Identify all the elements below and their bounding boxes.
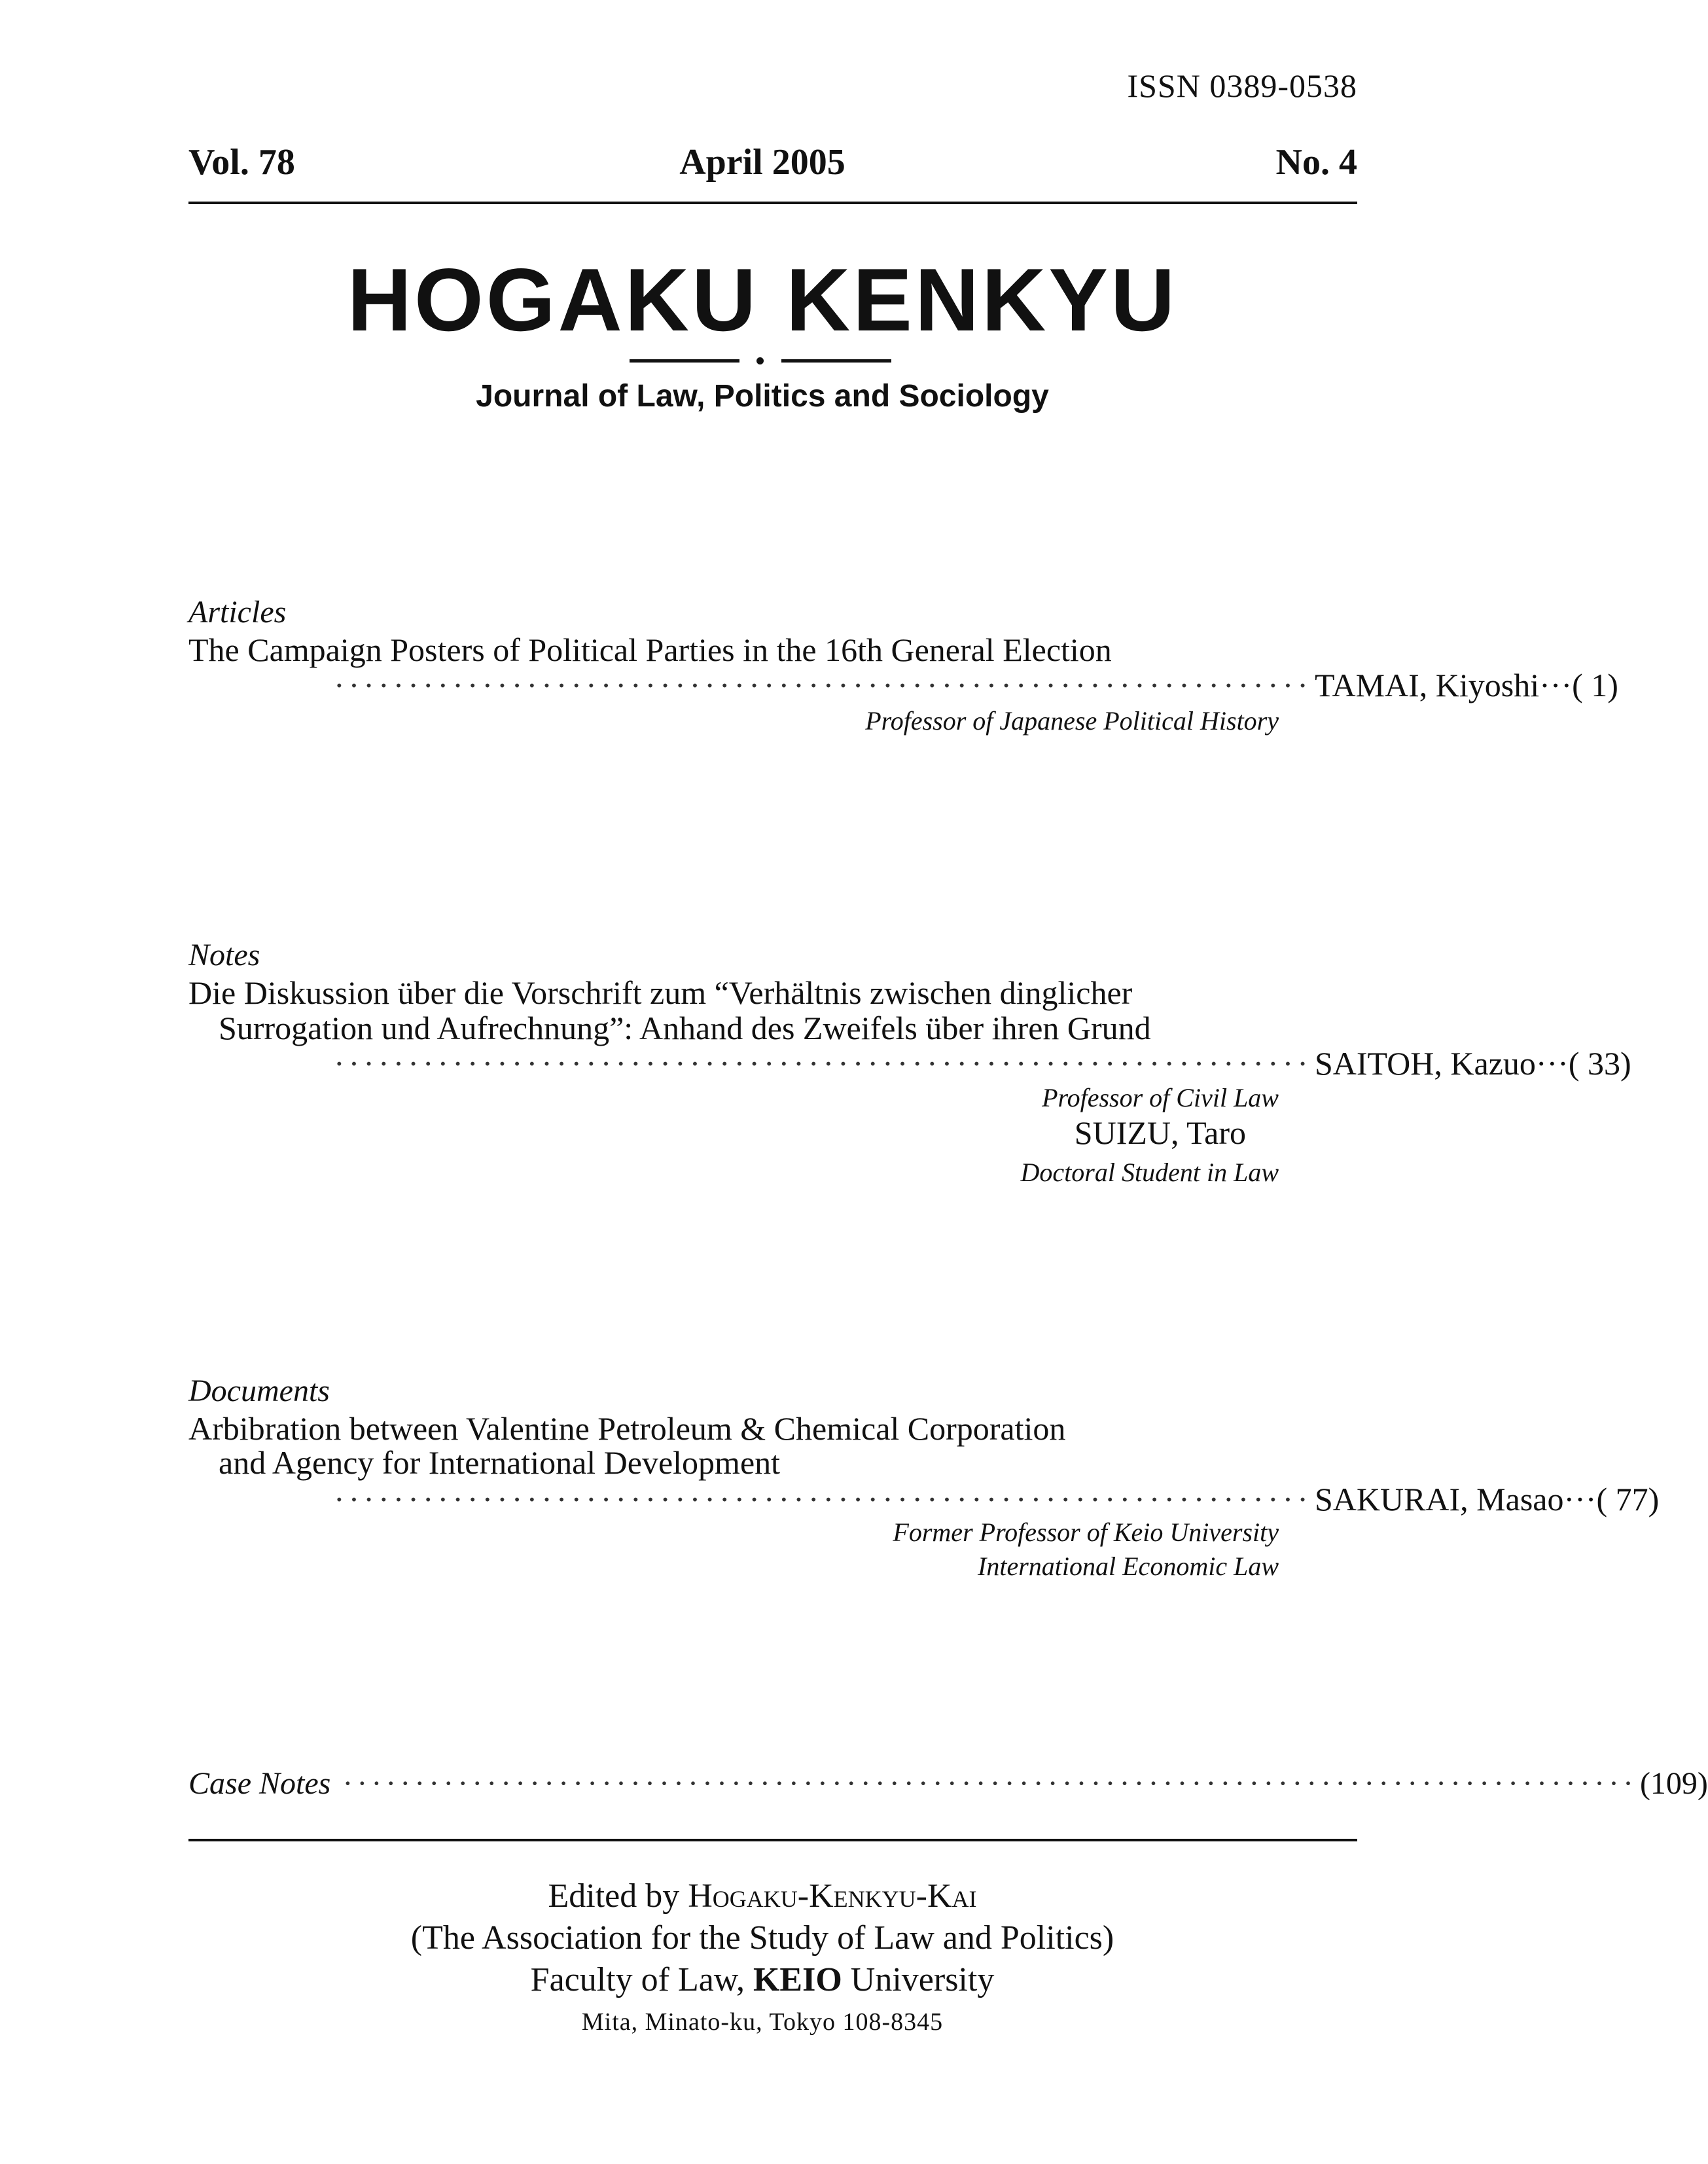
documents-title-line-2: and Agency for International Development: [219, 1444, 781, 1481]
university-name: KEIO: [753, 1961, 842, 1998]
article-page: ( 1): [1572, 667, 1618, 703]
top-rule: [188, 202, 1357, 204]
notes-coauthor: SUIZU, Taro: [1074, 1114, 1246, 1151]
volume: Vol. 78: [188, 142, 295, 183]
issue-number: No. 4: [1275, 142, 1357, 183]
documents-affiliation-line-1: Former Professor of Keio University: [893, 1517, 1279, 1547]
documents-author: SAKURAI, Masao···: [1314, 1481, 1597, 1517]
issn: ISSN 0389-0538: [1127, 67, 1357, 104]
documents-affiliation-line-2: International Economic Law: [978, 1552, 1279, 1581]
association-name: (The Association for the Study of Law and Politics): [410, 1919, 1114, 1957]
case-notes-label: Case Notes: [188, 1766, 331, 1801]
notes-entry-line: [334, 1044, 1631, 1082]
notes-title-line-2: Surrogation und Aufrechnung”: Anhand des Zweifels über ihren Grund: [219, 1010, 1151, 1046]
edited-by-prefix: Edited by: [548, 1877, 688, 1915]
editor-name: Hogaku-Kenkyu-Kai: [688, 1877, 977, 1915]
documents-label: Documents: [188, 1374, 330, 1408]
journal-title: HOGAKU KENKYU: [347, 250, 1178, 349]
article-entry-line: [334, 666, 1618, 704]
notes-label: Notes: [188, 938, 260, 972]
address: Mita, Minato-ku, Tokyo 108-8345: [581, 2008, 944, 2036]
dot-leader: ··························································································: [342, 1766, 1637, 1801]
bottom-rule: [188, 1839, 1357, 1841]
article-affiliation: Professor of Japanese Political History: [865, 706, 1279, 736]
notes-coauthor-affiliation: Doctoral Student in Law: [1020, 1158, 1279, 1187]
dot-leader: ··································································: [334, 1045, 1312, 1082]
notes-author-affiliation: Professor of Civil Law: [1042, 1083, 1279, 1112]
documents-entry-line: [334, 1480, 1660, 1518]
case-notes-page: (109): [1639, 1766, 1708, 1801]
article-author: TAMAI, Kiyoshi···: [1314, 667, 1573, 703]
articles-label: Articles: [188, 595, 287, 630]
notes-page: ( 33): [1568, 1045, 1631, 1082]
issue-date: April 2005: [679, 142, 845, 183]
faculty-line: [0, 1960, 1525, 1999]
notes-author: SAITOH, Kazuo···: [1314, 1045, 1569, 1082]
ornament-divider: [630, 353, 891, 366]
case-notes-entry: [188, 1765, 1708, 1801]
journal-subtitle: Journal of Law, Politics and Sociology: [476, 379, 1049, 414]
documents-page: ( 77): [1596, 1481, 1660, 1517]
dot-leader: ··································································: [334, 667, 1312, 703]
article-title: The Campaign Posters of Political Parties in the 16th General Election: [188, 631, 1112, 668]
dot-leader: ··································································: [334, 1481, 1312, 1517]
documents-title-line-1: Arbibration between Valentine Petroleum & Chemical Corporation: [188, 1410, 1066, 1447]
faculty-suffix: University: [842, 1961, 995, 1998]
faculty-prefix: Faculty of Law,: [530, 1961, 753, 1998]
notes-title-line-1: Die Diskussion über die Vorschrift zum “Verhältnis zwischen dinglicher: [188, 974, 1133, 1011]
edited-by: [0, 1877, 1525, 1915]
